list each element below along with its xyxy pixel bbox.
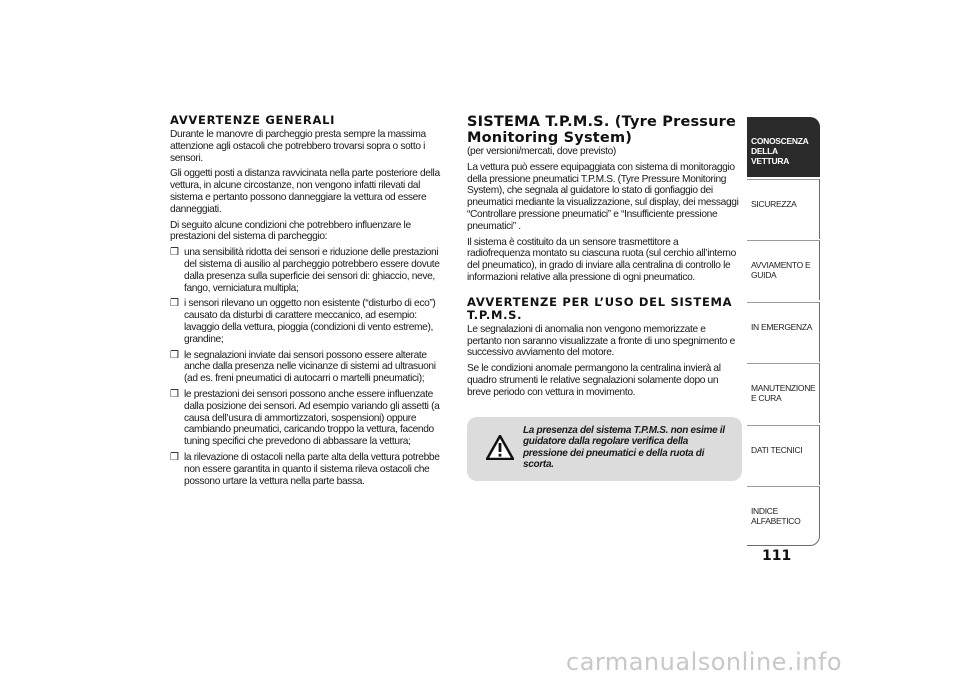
list-item-text: la rilevazione di ostacoli nella parte alta della vettura potrebbe non essere garantita in quanto il sistema rileva ostacoli che possono urtare la vettura nella parte bassa.: [184, 451, 440, 487]
paragraph: Le segnalazioni di anomalia non vengono memorizzate e pertanto non saranno visualizzate a fronte di uno spegnimento e successivo avviamento del motore.: [467, 323, 735, 359]
page-number: 111: [762, 548, 792, 564]
paragraph: Se le condizioni anomale permangono la centralina invierà al quadro strumenti le relative segnalazioni solamente dopo un breve periodo con vettura in movimento.: [467, 363, 721, 398]
left-column: [170, 114, 450, 491]
checkbox-bullet-icon: ❒: [170, 247, 179, 259]
list-item-text: le prestazioni dei sensori possono anche essere influenzate dalla posizione dei sensori. Ad esempio variando gli assetti (a causa dell’usura di ammortizzatori, sospensioni) oppure cambiando pneumatici, caricando troppo la vettura, facendo tuning specifici che prevedono di abbassare la vettura;: [184, 388, 440, 448]
section-heading-general-warnings: AVVERTENZE GENERALI: [170, 113, 336, 127]
list-item: [170, 389, 450, 448]
list-item: [170, 350, 450, 385]
list-item-text: una sensibilità ridotta dei sensori e riduzione delle prestazioni del sistema di ausilio al parcheggio potrebbero essere dovute dalla presenza sulla superficie dei sensori di: ghiaccio, neve, fango, verniciatura multipla;: [184, 247, 440, 294]
section-subtitle: (per versioni/mercati, dove previsto): [467, 146, 616, 157]
checkbox-bullet-icon: ❒: [170, 451, 179, 463]
paragraph: Durante le manovre di parcheggio presta sempre la massima attenzione agli ostacoli che potrebbero trovarsi sopra o sotto i sensori.: [170, 129, 426, 164]
list-item: [170, 298, 450, 345]
tab-sicurezza[interactable]: SICUREZZA: [747, 179, 820, 239]
tab-conoscenza-della-vettura[interactable]: CONOSCENZA DELLA VETTURA: [747, 117, 820, 177]
section-heading-usage-warnings: AVVERTENZE PER L’USO DEL SISTEMA T.P.M.S.: [467, 294, 733, 322]
chapter-tabs: [747, 117, 820, 548]
warning-box: [467, 417, 742, 481]
list-item-text: i sensori rilevano un oggetto non esistente (“disturbo di eco”) causato da disturbi di carattere meccanico, ad esempio: lavaggio della vettura, pioggia (condizioni di vento estreme), grandine;: [184, 298, 436, 345]
paragraph: Di seguito alcune condizioni che potrebbero influenzare le prestazioni del sistema di parcheggio:: [170, 219, 411, 243]
paragraph: La vettura può essere equipaggiata con sistema di monitoraggio della pressione pneumatici T.P.M.S. (Tyre Pressure Monitoring System), che segnala al guidatore lo stato di gonfiaggio dei pneumatici mediante la visualizzazione, sul display, dei messaggi “Controllare pressione pneumatici” e “Insufficiente pressione pneumatici” .: [467, 161, 739, 232]
section-title-tpms: SISTEMA T.P.M.S. (Tyre Pressure Monitoring System): [467, 114, 737, 146]
warning-text: La presenza del sistema T.P.M.S. non esime il guidatore dalla regolare verifica della pressione dei pneumatici e della ruota di scorta.: [523, 424, 725, 471]
tab-manutenzione-e-cura[interactable]: MANUTENZIONE E CURA: [747, 363, 820, 423]
paragraph: Il sistema è costituito da un sensore trasmettitore a radiofrequenza montato su ciascuna ruota (sul cerchio all’interno del pneumatico), in grado di inviare alla centralina di controllo le informazioni relative alla pressione di ogni pneumatico.: [467, 236, 736, 283]
tab-indice-alfabetico[interactable]: INDICE ALFABETICO: [747, 486, 820, 546]
tab-in-emergenza[interactable]: IN EMERGENZA: [747, 302, 820, 362]
checkbox-bullet-icon: ❒: [170, 349, 179, 361]
tab-avviamento-e-guida[interactable]: AVVIAMENTO E GUIDA: [747, 240, 820, 300]
list-item: [170, 452, 450, 487]
tab-dati-tecnici[interactable]: DATI TECNICI: [747, 425, 820, 485]
checkbox-bullet-icon: ❒: [170, 298, 179, 310]
list-item: [170, 247, 450, 294]
list-item-text: le segnalazioni inviate dai sensori possono essere alterate anche dalla presenza nelle vicinanze di sistemi ad ultrasuoni (ad es. freni pneumatici di autocarri o martelli pneumatici);: [184, 349, 436, 385]
paragraph: Gli oggetti posti a distanza ravvicinata nella parte posteriore della vettura, in alcune circostanze, non vengono infatti rilevati dal sistema e pertanto possono danneggiare la vettura od essere danneggiati.: [170, 168, 440, 215]
watermark: carmanualsonline.info: [566, 648, 843, 676]
right-column: [467, 114, 742, 481]
checkbox-bullet-icon: ❒: [170, 388, 179, 400]
warning-triangle-icon: [477, 435, 523, 460]
